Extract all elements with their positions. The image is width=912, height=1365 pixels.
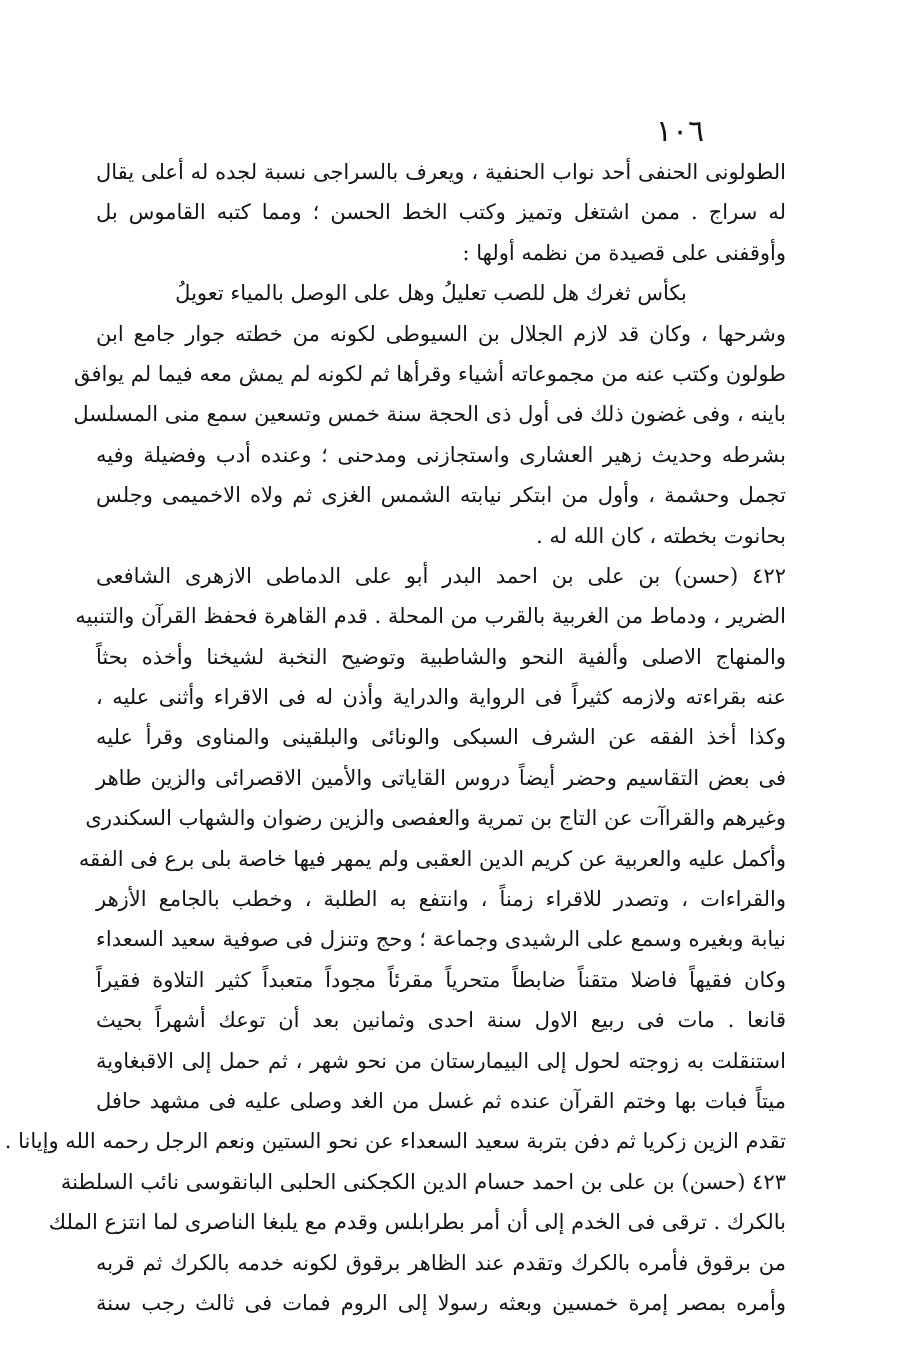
text-line: قانعا . مات فى ربيع الاول سنة احدى وثمانين بعد أن توعك أشهراً بحيث [96,1008,786,1033]
text-line: له سراج . ممن اشتغل وتميز وكتب الخط الحسن ؛ ومما كتبه القاموس بل [96,200,786,225]
text-line: فى بعض التقاسيم وحضر أيضاً دروس القاياتى والأمين الاقصرائى والزين طاهر [96,765,786,790]
page-number: ١٠٦ [655,114,705,149]
text-line: باينه ، وفى غضون ذلك فى أول ذى الحجة سنة خمس وتسعين سمع منى المسلسل [73,402,786,427]
text-line: من برقوق فأمره بالكرك وتقدم عند الظاهر برقوق لكونه خدمه بالكرك ثم قربه [96,1250,786,1275]
text-line: بشرطه وحديث زهير العشارى واستجازنى ومدحنى ؛ وعنده أدب وفضيلة وفيه [96,442,786,467]
text-line: وشرحها ، وكان قد لازم الجلال بن السيوطى لكونه من خطته جوار جامع ابن [96,321,786,346]
text-line: وأمره بمصر إمرة خمسين وبعثه رسولا إلى الروم فمات فى ثالث رجب سنة [96,1290,786,1315]
entry-heading-line: ٤٢٢ (حسن) بن على بن احمد البدر أبو على الدماطى الازهرى الشافعى [96,563,786,588]
text-line: عنه بقراءته ولازمه كثيراً فى الرواية والدراية وأذن له فى الاقراء وأثنى عليه ، [96,685,786,710]
entry-heading-line: ٤٢٣ (حسن) بن على بن احمد حسام الدين الكجكنى الحلبى البانقوسى نائب السلطنة [60,1169,786,1194]
text-line: والقراءات ، وتصدر للاقراء زمناً ، وانتفع به الطلبة ، وخطب بالجامع الأزهر [96,887,786,912]
text-line: والمنهاج الاصلى وألفية النحو والشاطبية وتوضيح النخبة لشيخنا وأخذه بحثاً [96,644,786,669]
text-line: تقدم الزين زكريا ثم دفن بتربة سعيد السعداء عن نحو الستين ونعم الرجل رحمه الله وإيانا . [4,1129,786,1154]
text-line: وأوقفنى على قصيدة من نظمه أولها : [462,240,786,265]
text-line: بالكرك . ترقى فى الخدم إلى أن أمر بطرابلس وقدم مع يلبغا الناصرى لما انتزع الملك [48,1210,786,1235]
text-line: نيابة وبغيره وسمع على الرشيدى وجماعة ؛ وحج وتنزل فى صوفية سعيد السعداء [96,927,786,952]
text-line: استنقلت به زوجته لحول إلى البيمارستان من نحو شهر ، ثم حمل إلى الاقبغاوية [96,1048,786,1073]
text-line: بحانوت بخطته ، كان الله له . [536,523,786,548]
text-line: وغيرهم والقراآت عن التاج بن تمرية والعفصى والزين رضوان والشهاب السكندرى [85,806,786,831]
body-text [4,152,786,1323]
text-line: وكذا أخذ الفقه عن الشرف السبكى والونائى والبلقينى والمناوى وقرأ عليه [96,725,786,750]
text-line: تجمل وحشمة ، وأول من ابتكر نيابته الشمس الغزى ثم ولاه الاخميمى وجلس [96,483,786,508]
text-line: طولون وكتب عنه من مجموعاته أشياء وقرأها ثم لكونه لم يمش معه فيما لم يوافق [74,361,786,386]
poem-verse: بكأس ثغرك هل للصب تعليلُ وهل على الوصل بالمياء تعويلُ [175,281,687,306]
text-line: ميتاً فبات بها وختم القرآن عنده ثم غسل من الغد وصلى عليه فى مشهد حافل [96,1088,786,1113]
text-line: وأكمل عليه والعربية عن كريم الدين العقبى ولم يمهر فيها خاصة بلى برع فى الفقه [78,846,786,871]
text-line: وكان فقيهاً فاضلا متقناً ضابطاً متحرياً مقرئاً مجوداً متعبداً كثير التلاوة فقيراً [96,967,786,992]
text-line: الضرير ، ودماط من الغربية بالقرب من المحلة . قدم القاهرة فحفظ القرآن والتنبيه [75,604,786,629]
text-line: الطولونى الحنفى أحد نواب الحنفية ، ويعرف بالسراجى نسبة لجده له أعلى يقال [96,160,786,184]
